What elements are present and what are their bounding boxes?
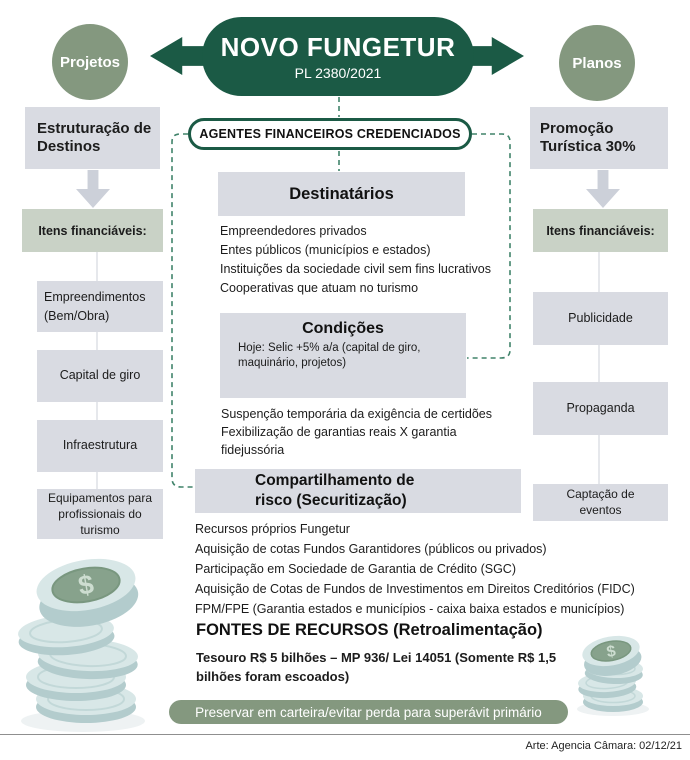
left-item-empreendimentos: Empreendimentos (Bem/Obra): [37, 281, 163, 332]
condicoes-title: Condições: [302, 320, 384, 337]
compartilhamento-title-line2: risco (Securitização): [255, 492, 407, 509]
page-subtitle: PL 2380/2021: [294, 65, 382, 81]
list-item: Aquisição de cotas Fundos Garantidores (públicos ou privados): [195, 542, 547, 556]
left-item-equipamentos: Equipamentos para profissionais do turismo: [37, 489, 163, 539]
list-item: Recursos próprios Fungetur: [195, 522, 350, 536]
list-item: Cooperativas que atuam no turismo: [220, 281, 419, 295]
credit-text: Arte: Agencia Câmara: 02/12/21: [525, 740, 682, 752]
note-line: Suspenção temporária da exigência de certidões: [221, 407, 493, 421]
coin-stack-small-illustration: [571, 634, 651, 718]
list-item: Empreendedores privados: [220, 224, 367, 238]
notes-block: [221, 405, 503, 459]
compartilhamento-title-line1: Compartilhamento de: [255, 472, 415, 489]
fontes-body: Tesouro R$ 5 bilhões – MP 936/ Lei 14051 (Somente R$ 1,5 bilhões foram escoados): [196, 650, 557, 684]
dollar-icon: $: [75, 568, 97, 602]
fontes-title: FONTES DE RECURSOS (Retroalimentação): [196, 621, 543, 639]
right-item-publicidade: Publicidade: [533, 292, 668, 345]
compartilhamento-title: [195, 469, 521, 513]
right-column-header: Promoção Turística 30%: [530, 107, 668, 169]
list-item: Aquisição de Cotas de Fundos de Investimentos em Direitos Creditórios (FIDC): [195, 582, 635, 596]
right-items-label: Itens financiáveis:: [533, 209, 668, 252]
list-item: FPM/FPE (Garantia estados e municípios - caixa baixa estados e municípios): [195, 602, 625, 616]
left-column-header: Estruturação de Destinos: [25, 107, 160, 169]
title-banner: [202, 17, 474, 96]
list-item: Instituições da sociedade civil sem fins lucrativos: [220, 262, 491, 276]
bottom-banner: Preservar em carteira/evitar perda para superávit primário: [169, 700, 568, 724]
left-items-label: Itens financiáveis:: [22, 209, 163, 252]
agents-pill: AGENTES FINANCEIROS CREDENCIADOS: [188, 118, 472, 150]
left-item-capital-de-giro: Capital de giro: [37, 350, 163, 402]
left-item-infraestrutura: Infraestrutura: [37, 420, 163, 472]
compartilhamento-list: [195, 519, 635, 619]
destinatarios-list: [220, 222, 491, 298]
projects-circle: [52, 24, 128, 100]
right-item-captacao-eventos: Captação de eventos: [533, 484, 668, 521]
condicoes-box: [220, 313, 466, 398]
plans-circle: [559, 25, 635, 101]
coin-stack-large-illustration: [18, 553, 148, 738]
condicoes-body: Hoje: Selic +5% a/a (capital de giro, maquinário, projetos): [238, 342, 421, 369]
page-title: NOVO FUNGETUR: [220, 32, 456, 62]
list-item: Participação em Sociedade de Garantia de Crédito (SGC): [195, 562, 516, 576]
destinatarios-title: Destinatários: [218, 172, 465, 216]
list-item: Entes públicos (municípios e estados): [220, 243, 431, 257]
note-line: Fexibilização de garantias reais X garantia fidejussória: [221, 425, 457, 457]
plans-circle-label: Planos: [572, 54, 622, 72]
dollar-icon: $: [605, 642, 618, 662]
right-item-propaganda: Propaganda: [533, 382, 668, 435]
projects-circle-label: Projetos: [59, 53, 120, 71]
